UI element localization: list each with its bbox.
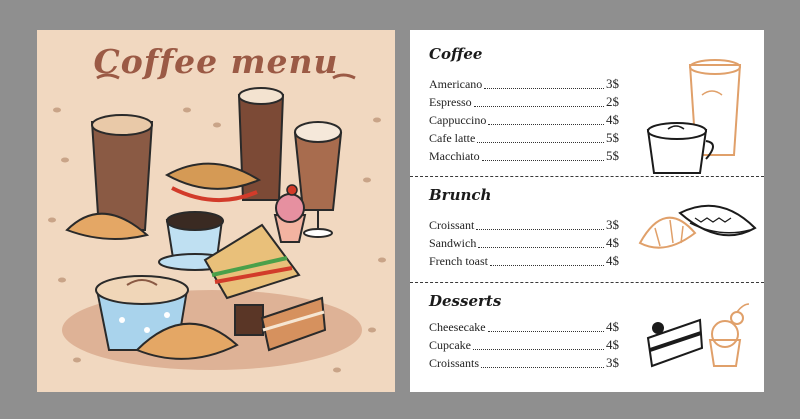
section-title-coffee: Coffee xyxy=(429,45,483,63)
dot-leader xyxy=(477,142,604,143)
item-price: 4$ xyxy=(606,235,619,250)
item-name: Croissants xyxy=(429,356,480,370)
item-name: Macchiato xyxy=(429,149,480,163)
item-price: 5$ xyxy=(606,148,619,163)
item-price: 3$ xyxy=(606,217,619,232)
item-price: 3$ xyxy=(606,76,619,91)
item-price: 4$ xyxy=(606,319,619,334)
menu-item-americano xyxy=(429,76,619,92)
item-name: Cupcake xyxy=(429,338,471,352)
item-name: Espresso xyxy=(429,95,472,109)
menu-item-croissant xyxy=(429,217,619,233)
item-price: 4$ xyxy=(606,337,619,352)
dot-leader xyxy=(474,106,604,107)
item-price: 5$ xyxy=(606,130,619,145)
item-name: French toast xyxy=(429,254,488,268)
item-price: 3$ xyxy=(606,355,619,370)
item-name: Cheesecake xyxy=(429,320,486,334)
menu-item-croissants xyxy=(429,355,619,371)
item-price: 4$ xyxy=(606,253,619,268)
dot-leader xyxy=(481,367,604,368)
menu-cover-panel xyxy=(37,30,395,392)
croissant-sandwich-sketch-icon xyxy=(635,188,760,268)
dot-leader xyxy=(488,331,604,332)
item-name: Croissant xyxy=(429,218,475,232)
item-name: Americano xyxy=(429,77,483,91)
section-divider xyxy=(410,282,764,283)
item-price: 2$ xyxy=(606,94,619,109)
dot-leader xyxy=(484,88,604,89)
menu-item-cheesecake xyxy=(429,319,619,335)
item-name: Cappuccino xyxy=(429,113,487,127)
menu-item-cafe-latte xyxy=(429,130,619,146)
item-price: 4$ xyxy=(606,112,619,127)
cake-cupcake-sketch-icon xyxy=(640,298,755,373)
menu-item-cappuccino xyxy=(429,112,619,128)
dot-leader xyxy=(490,265,604,266)
menu-list-panel xyxy=(410,30,764,392)
section-title-desserts: Desserts xyxy=(429,292,502,310)
dot-leader xyxy=(488,124,604,125)
dot-leader xyxy=(478,247,604,248)
menu-item-french-toast xyxy=(429,253,619,269)
menu-item-macchiato xyxy=(429,148,619,164)
item-name: Sandwich xyxy=(429,236,477,250)
item-name: Cafe latte xyxy=(429,131,476,145)
menu-item-sandwich xyxy=(429,235,619,251)
coffee-illustration xyxy=(37,30,395,392)
menu-item-cupcake xyxy=(429,337,619,353)
dot-leader xyxy=(473,349,604,350)
section-title-brunch: Brunch xyxy=(429,186,492,204)
dot-leader xyxy=(476,229,604,230)
coffee-cups-sketch-icon xyxy=(640,55,760,185)
section-divider xyxy=(410,176,764,177)
dot-leader xyxy=(482,160,604,161)
menu-cover-title: Coffee menu xyxy=(93,42,339,81)
menu-item-espresso xyxy=(429,94,619,110)
